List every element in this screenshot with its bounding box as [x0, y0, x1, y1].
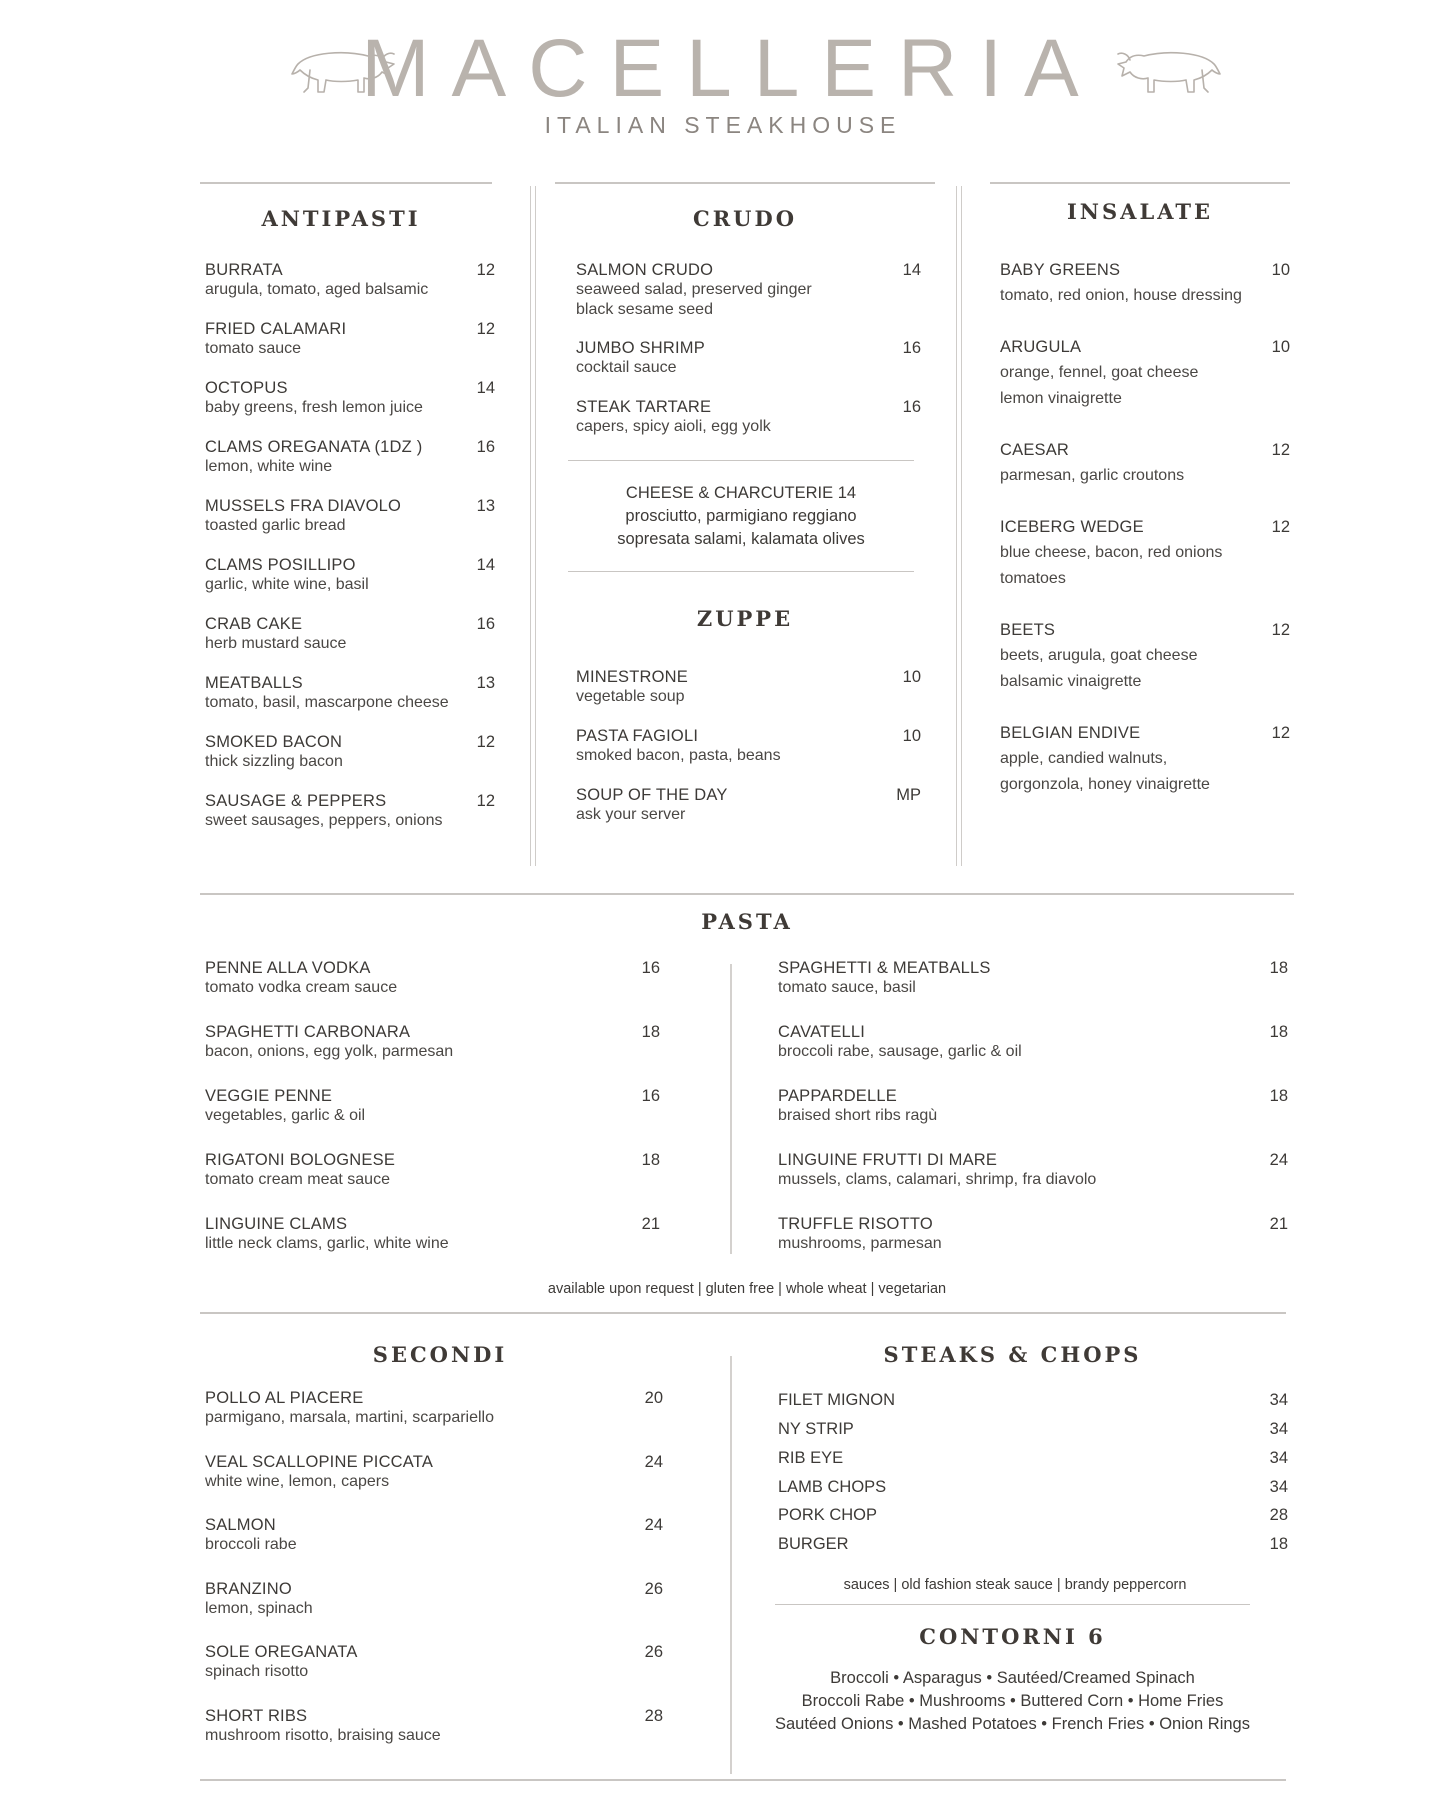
list-item: SAUSAGE & PEPPERS sweet sausages, peppers, onions 12 [205, 792, 495, 829]
list-item: SMOKED BACON thick sizzling bacon 12 [205, 733, 495, 770]
list-item: MINESTRONE vegetable soup 10 [576, 668, 921, 705]
column-divider-1 [530, 186, 536, 866]
list-item: PENNE ALLA VODKA tomato vodka cream sauce 16 [205, 959, 660, 996]
charcuterie-desc-2: sopresata salami, kalamata olives [617, 530, 865, 548]
steak-item-price: 18 [1269, 1535, 1288, 1553]
steak-item-name: BURGER [778, 1535, 849, 1553]
list-item: BABY GREENS tomato, red onion, house dressing 10 [1000, 261, 1290, 304]
steak-item-name: NY STRIP [778, 1420, 854, 1438]
list-item: CAVATELLI broccoli rabe, sausage, garlic & oil 18 [778, 1023, 1288, 1060]
list-item: POLLO AL PIACERE parmigano, marsala, martini, scarpariello 20 [205, 1389, 663, 1426]
contorni-line-2: Broccoli Rabe • Mushrooms • Buttered Corn • Home Fries [801, 1692, 1224, 1710]
charcuterie-block [568, 482, 914, 551]
list-item: SHORT RIBS mushroom risotto, braising sauce 28 [205, 1707, 663, 1744]
steak-item-name: RIB EYE [778, 1449, 844, 1467]
pasta-bottom-rule [200, 1312, 1286, 1314]
contorni-line-3: Sautéed Onions • Mashed Potatoes • French Fries • Onion Rings [775, 1715, 1250, 1733]
steak-item-price: 34 [1269, 1478, 1288, 1496]
insalate-title: INSALATE [1066, 199, 1214, 224]
list-item: SALMON CRUDO seaweed salad, preserved ginger black sesame seed 14 [576, 261, 921, 318]
list-item: FRIED CALAMARI tomato sauce 12 [205, 320, 495, 357]
list-item: VEAL SCALLOPINE PICCATA white wine, lemon, capers 24 [205, 1453, 663, 1490]
contorni-top-rule [775, 1604, 1250, 1605]
list-item: LINGUINE FRUTTI DI MARE mussels, clams, calamari, shrimp, fra diavolo 24 [778, 1151, 1288, 1188]
list-item: JUMBO SHRIMP cocktail sauce 16 [576, 339, 921, 376]
list-item: PASTA FAGIOLI smoked bacon, pasta, beans 10 [576, 727, 921, 764]
crudo-top-rule [555, 182, 935, 184]
list-item: OCTOPUS baby greens, fresh lemon juice 14 [205, 379, 495, 416]
steak-item-name: LAMB CHOPS [778, 1478, 887, 1496]
list-item: SALMON broccoli rabe 24 [205, 1516, 663, 1553]
steak-item-name: FILET MIGNON [778, 1391, 896, 1409]
pasta-availability-note: available upon request | gluten free | whole wheat | vegetarian [547, 1281, 947, 1297]
list-item: RIGATONI BOLOGNESE tomato cream meat sauce 18 [205, 1151, 660, 1188]
list-item: ARUGULA orange, fennel, goat cheese lemon vinaigrette 10 [1000, 338, 1290, 407]
pasta-top-rule [200, 893, 1294, 895]
list-item: ICEBERG WEDGE blue cheese, bacon, red onions tomatoes 12 [1000, 518, 1290, 587]
list-item: BEETS beets, arugula, goat cheese balsamic vinaigrette 12 [1000, 621, 1290, 690]
list-item: SOLE OREGANATA spinach risotto 26 [205, 1643, 663, 1680]
insalate-top-rule [990, 182, 1290, 184]
antipasti-top-rule [200, 182, 492, 184]
pasta-column-divider [730, 964, 732, 1254]
steaks-title: STEAKS & CHOPS [883, 1342, 1142, 1367]
list-item: VEGGIE PENNE vegetables, garlic & oil 16 [205, 1087, 660, 1124]
list-item: CLAMS OREGANATA (1DZ ) lemon, white wine 16 [205, 438, 495, 475]
charcuterie-title: CHEESE & CHARCUTERIE 14 [625, 484, 857, 502]
list-item: CLAMS POSILLIPO garlic, white wine, basil 14 [205, 556, 495, 593]
steak-item-price: 34 [1269, 1420, 1288, 1438]
list-item: SOUP OF THE DAY ask your server MP [576, 786, 921, 823]
crudo-title: CRUDO [693, 206, 797, 231]
list-item: SPAGHETTI & MEATBALLS tomato sauce, basil 18 [778, 959, 1288, 996]
steak-item-price: 28 [1269, 1506, 1288, 1524]
secondi-column-divider [730, 1356, 732, 1774]
steak-item-price: 34 [1269, 1449, 1288, 1467]
list-item: BURRATA arugula, tomato, aged balsamic 12 [205, 261, 495, 298]
steak-item-price: 34 [1269, 1391, 1288, 1409]
list-item: MUSSELS FRA DIAVOLO toasted garlic bread 13 [205, 497, 495, 534]
steak-item-name: PORK CHOP [778, 1506, 878, 1524]
column-divider-2 [956, 186, 962, 866]
list-item: PAPPARDELLE braised short ribs ragù 18 [778, 1087, 1288, 1124]
contorni-title: CONTORNI 6 [919, 1624, 1106, 1649]
list-item: SPAGHETTI CARBONARA bacon, onions, egg yolk, parmesan 18 [205, 1023, 660, 1060]
antipasti-title: ANTIPASTI [261, 206, 421, 231]
brand-title: MACELLERIA [361, 23, 1101, 114]
brand-tagline: ITALIAN STEAKHOUSE [544, 112, 902, 138]
list-item: CAESAR parmesan, garlic croutons 12 [1000, 441, 1290, 484]
list-item: STEAK TARTARE capers, spicy aioli, egg yolk 16 [576, 398, 921, 435]
list-item: MEATBALLS tomato, basil, mascarpone cheese 13 [205, 674, 495, 711]
page-bottom-rule [200, 1779, 1286, 1781]
charcuterie-desc-1: prosciutto, parmigiano reggiano [625, 507, 857, 525]
charcuterie-bottom-rule [568, 571, 914, 572]
list-item: LINGUINE CLAMS little neck clams, garlic, white wine 21 [205, 1215, 660, 1252]
list-item: TRUFFLE RISOTTO mushrooms, parmesan 21 [778, 1215, 1288, 1252]
contorni-line-1: Broccoli • Asparagus • Sautéed/Creamed Spinach [830, 1669, 1195, 1687]
secondi-title: SECONDI [372, 1342, 508, 1367]
steak-sauces-note: sauces | old fashion steak sauce | brandy peppercorn [843, 1577, 1187, 1593]
list-item: CRAB CAKE herb mustard sauce 16 [205, 615, 495, 652]
list-item: BELGIAN ENDIVE apple, candied walnuts, gorgonzola, honey vinaigrette 12 [1000, 724, 1290, 793]
pasta-title: PASTA [701, 909, 793, 934]
charcuterie-top-rule [568, 460, 914, 461]
list-item: BRANZINO lemon, spinach 26 [205, 1580, 663, 1617]
zuppe-title: ZUPPE [696, 606, 794, 631]
